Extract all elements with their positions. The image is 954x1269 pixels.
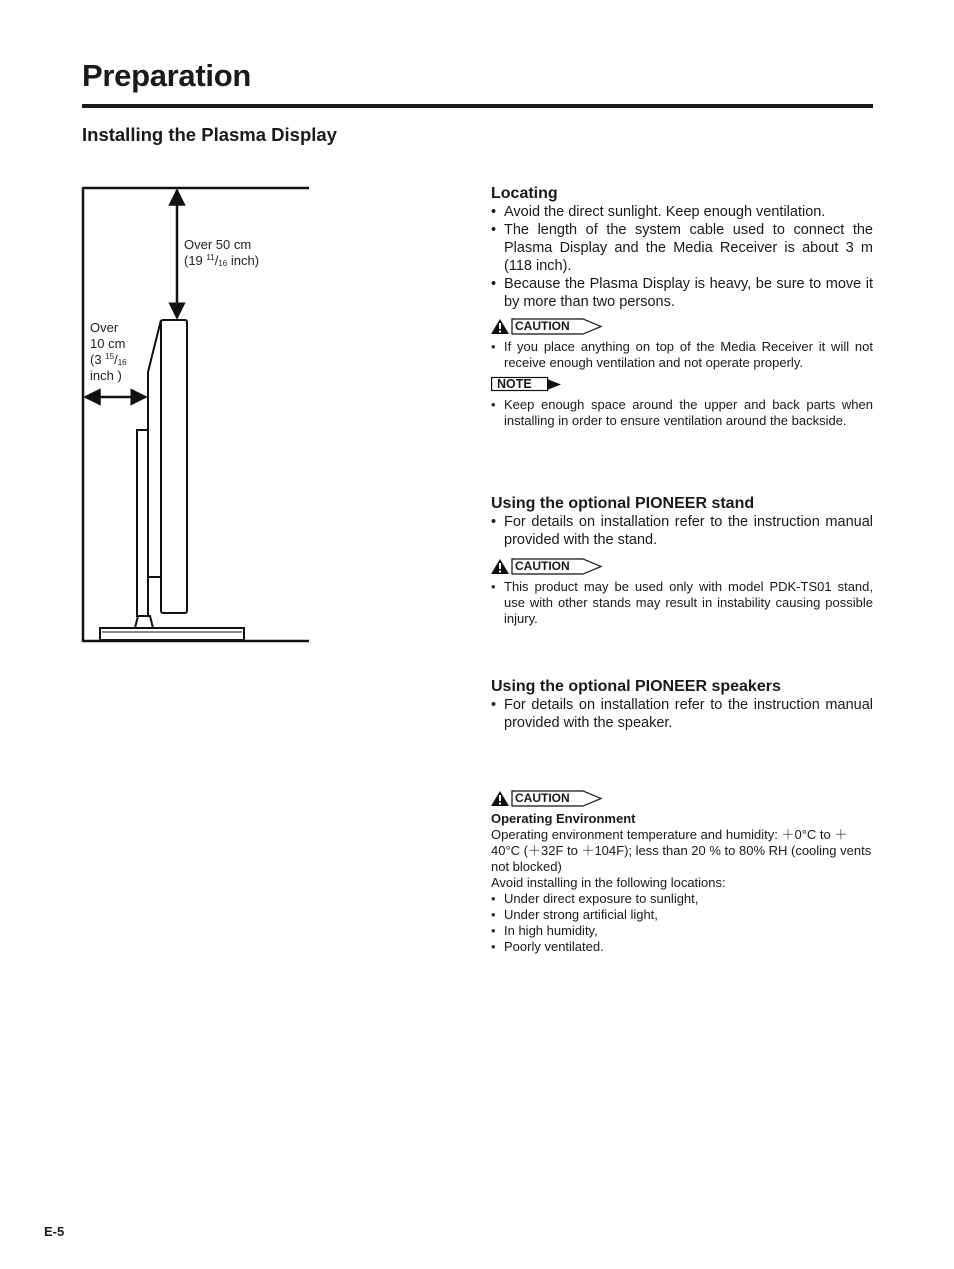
top-clearance-inch-suffix: inch) [227, 253, 260, 268]
top-clearance-cm: Over 50 cm [184, 237, 252, 252]
environment-caution [491, 790, 873, 955]
locating-section [491, 185, 873, 311]
speakers-bullets [491, 696, 873, 732]
environment-avoid-intro: Avoid installing in the following locations: [491, 875, 726, 890]
list-item: • This product may be used only with model PDK-TS01 stand, use with other stands may result in instability causing possible injury. [491, 579, 873, 627]
stand-bullets [491, 513, 873, 549]
locating-note [491, 376, 873, 429]
side-clearance-cm: 10 cm [90, 336, 126, 351]
top-clearance-fraction-num: 11 [206, 253, 215, 262]
top-clearance-fraction-slash: / [214, 253, 219, 268]
stand-base [100, 628, 244, 640]
side-clearance-label [90, 320, 127, 384]
list-item: • Because the Plasma Display is heavy, be sure to move it by more than two persons. [491, 275, 873, 311]
list-item: • Under strong artificial light, [491, 907, 873, 923]
list-item: • Avoid the direct sunlight. Keep enough ventilation. [491, 203, 873, 221]
list-item: • For details on installation refer to the instruction manual provided with the stand. [491, 513, 873, 549]
list-item: • For details on installation refer to the instruction manual provided with the speaker. [491, 696, 873, 732]
display-panel [161, 320, 187, 613]
top-clearance-inch-prefix: (19 [184, 253, 207, 268]
side-clearance-inch-suffix: inch ) [90, 368, 122, 383]
title-rule [82, 104, 873, 108]
locating-heading: Locating [491, 185, 558, 202]
locating-note-bullets [491, 397, 873, 429]
side-clearance-fraction-slash: / [114, 352, 118, 367]
locating-caution-bullets [491, 339, 873, 371]
note-badge [491, 376, 566, 392]
environment-conditions: Operating environment temperature and humidity: ＋0°C to ＋40°C (＋32F to ＋104F); less than 20 % to 80% RH (cooling vents not blocked) [491, 827, 872, 874]
section-title: Installing the Plasma Display [82, 124, 337, 145]
environment-heading: Operating Environment [491, 811, 636, 826]
speakers-heading: Using the optional PIONEER speakers [491, 678, 781, 695]
top-clearance-label [184, 237, 259, 269]
caution-label: CAUTION [515, 319, 570, 333]
stand-heading: Using the optional PIONEER stand [491, 495, 755, 512]
stand-caution-bullets [491, 579, 873, 627]
side-clearance-fraction-num: 15 [105, 352, 115, 361]
note-label: NOTE [497, 377, 532, 391]
stand-foot [135, 616, 153, 628]
side-clearance-over: Over [90, 320, 119, 335]
caution-label: CAUTION [515, 791, 570, 805]
list-item: • If you place anything on top of the Media Receiver it will not receive enough ventilation and not operate properly. [491, 339, 873, 371]
list-item: • In high humidity, [491, 923, 873, 939]
list-item: • Under direct exposure to sunlight, [491, 891, 873, 907]
caution-label: CAUTION [515, 559, 570, 573]
speakers-section [491, 678, 873, 732]
page-title: Preparation [82, 58, 251, 93]
list-item: • Poorly ventilated. [491, 939, 873, 955]
clearance-diagram [80, 180, 320, 650]
list-item: • The length of the system cable used to connect the Plasma Display and the Media Receiver is about 3 m (118 inch). [491, 221, 873, 275]
stand-caution [491, 558, 873, 627]
locating-bullets [491, 203, 873, 311]
side-clearance-fraction-den: 16 [117, 358, 127, 367]
caution-badge [491, 318, 603, 334]
locating-caution [491, 318, 873, 371]
stand-post [137, 430, 148, 616]
caution-badge [491, 558, 603, 574]
caution-badge [491, 790, 603, 806]
page-number: E-5 [44, 1224, 65, 1239]
display-back [148, 320, 161, 577]
stand-section [491, 495, 873, 549]
top-clearance-fraction-den: 16 [218, 259, 228, 268]
list-item: • Keep enough space around the upper and back parts when installing in order to ensure ventilation around the backside. [491, 397, 873, 429]
side-clearance-inch-prefix: (3 [90, 352, 106, 367]
environment-bullets [491, 891, 873, 955]
